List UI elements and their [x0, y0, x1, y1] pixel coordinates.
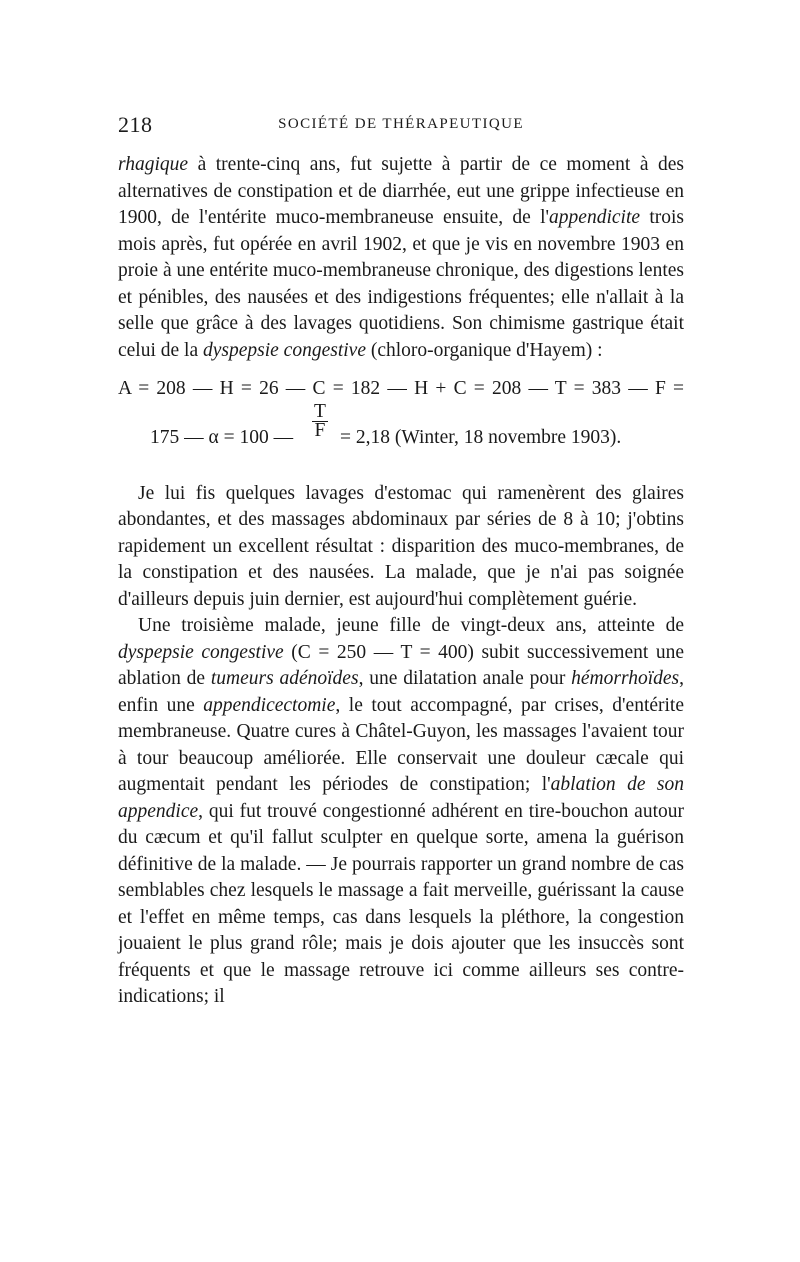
equation-line-2	[118, 400, 684, 465]
equation-line-2-end: = 2,18 (Winter, 18 novembre 1903).	[340, 426, 622, 448]
italic-term: tumeurs adénoïdes	[210, 668, 359, 689]
paragraph-second-case: Je lui fis quelques lavages d'estomac qui ramenèrent des glaires abondantes, et des massages abdominaux par séries de 8 à 10; j'obtins rapidement un excellent résultat : disparition des muco-membranes, de la constipation et des nausées. La malade, que je n'ai pas soignée d'ailleurs depuis juin dernier, est aujourd'hui complètement guérie.	[118, 482, 684, 610]
text-run: Une troisième malade, jeune fille de vingt-deux ans, atteinte de	[138, 615, 684, 636]
running-header	[118, 112, 684, 142]
text-run: trois mois après, fut opérée en avril 1902, et que je vis en novembre 1903 en proie à une entérite muco-membraneuse chronique, des digestions lentes et pénibles, des nausées et des indigestions fréquentes; elle n'allait à la selle que grâce à des lavages quotidiens. Son chimisme gastrique était celui de la	[118, 207, 684, 361]
italic-term: hémorrhoïdes	[571, 668, 680, 689]
running-title: SOCIÉTÉ DE THÉRAPEUTIQUE	[278, 116, 524, 132]
fraction-denominator: F	[314, 419, 326, 441]
text-run: (chloro-organique d'Hayem) :	[365, 339, 603, 361]
equation-line-2-start: 175 — α = 100 —	[150, 426, 294, 448]
text-run: , le tout accompagné, par crises, d'entérite membraneuse. Quatre cures à Châtel-Guyon, les massages l'avaient tour à tour beaucoup améliorée. Elle conservait une douleur cæcale qui augmentait pendant les périodes de constipation; l'	[118, 694, 684, 795]
fraction-t-over-f	[312, 400, 328, 441]
text-run: , une dilatation anale pour	[358, 668, 572, 689]
italic-term: appendicectomie	[203, 694, 336, 716]
equation-line-1: A = 208 — H = 26 — C = 182 — H + C = 208 — T = 383 — F =	[118, 378, 684, 399]
paragraph-continued	[118, 152, 684, 364]
fraction-numerator: T	[314, 400, 326, 422]
italic-term: dyspepsie congestive	[118, 641, 284, 663]
paragraph-third-case	[118, 613, 684, 1011]
text-run: à trente-cinq ans, fut sujette à partir de ce moment à des alternatives de constipation et de diarrhée, eut une grippe infectieuse en 1900, de l'entérite muco-membraneuse ensuite, de l'	[118, 154, 684, 228]
text-run: (C = 250 — T = 400) subit successivement une ablation de	[118, 641, 684, 689]
italic-term: rhagique	[118, 154, 189, 175]
text-run: , enfin une	[118, 668, 685, 716]
italic-term: dyspepsie congestive	[203, 339, 366, 361]
body-text	[118, 152, 684, 1011]
paragraph-gap	[118, 465, 684, 481]
text-run: , qui fut trouvé congestionné adhérent en tire-bouchon autour du cæcum et qu'il fallut sculpter en quelque sorte, amena la guérison définitive de la malade. — Je pourrais rapporter un grand nombre de cas semblables chez lesquels le massage a fait merveille, guérissant la cause et l'effet en même temps, cas dans lesquels la pléthore, la congestion jouaient le plus grand rôle; mais je dois ajouter que les insuccès sont fréquents et que le massage retrouve ici comme ailleurs ses contre-indications; il	[118, 800, 684, 1007]
italic-term: appendicite	[549, 207, 641, 228]
italic-term: ablation de son appendice	[118, 774, 684, 822]
page-number: 218	[118, 112, 153, 137]
